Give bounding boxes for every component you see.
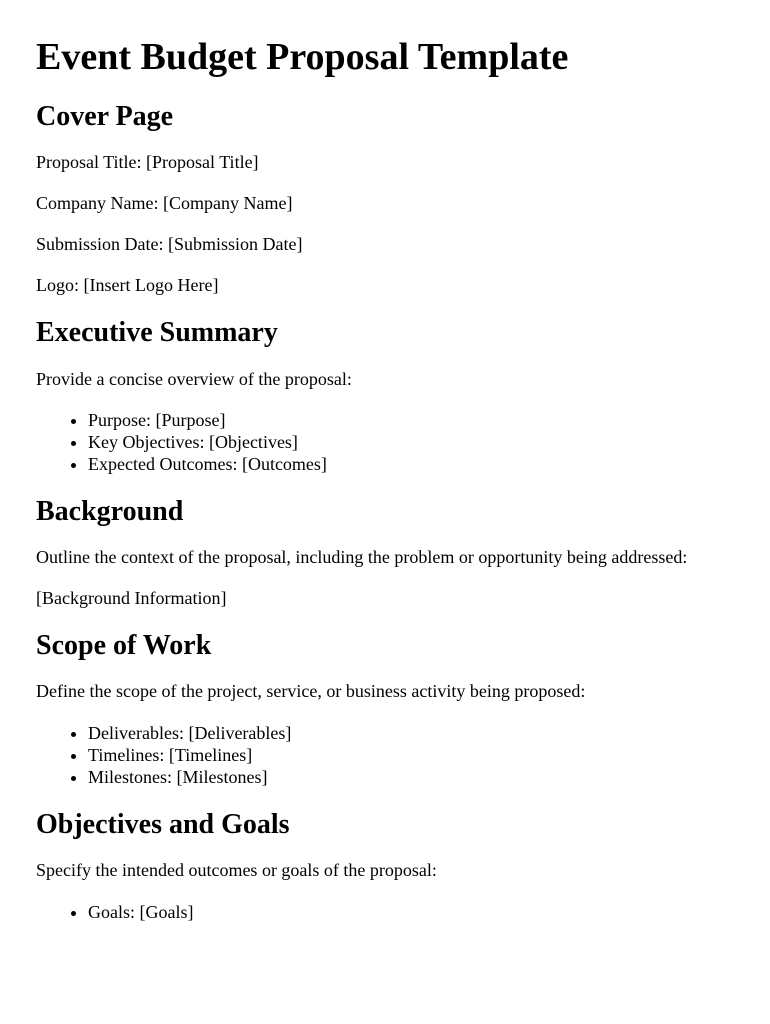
list-item: • Goals: [Goals] (88, 901, 734, 923)
document-title: Event Budget Proposal Template (36, 36, 569, 78)
list-item: • Milestones: [Milestones] (88, 766, 734, 788)
cover-page-heading: Cover Page (36, 101, 174, 132)
objectives-goals-intro: Specify the intended outcomes or goals of the proposal: (36, 860, 437, 880)
background-section (36, 495, 734, 609)
list-item: • Key Objectives: [Objectives] (88, 431, 734, 453)
executive-summary-list (36, 409, 734, 475)
list-item: • Timelines: [Timelines] (88, 744, 734, 766)
executive-summary-section (36, 316, 734, 475)
cover-page-section (36, 100, 734, 296)
executive-summary-heading: Executive Summary (36, 317, 278, 348)
background-info: [Background Information] (36, 588, 227, 608)
company-name-field: Company Name: [Company Name] (36, 193, 293, 213)
list-item: • Deliverables: [Deliverables] (88, 722, 734, 744)
executive-summary-intro: Provide a concise overview of the proposal: (36, 369, 352, 389)
submission-date-field: Submission Date: [Submission Date] (36, 234, 303, 254)
background-heading: Background (36, 496, 184, 527)
list-item: • Expected Outcomes: [Outcomes] (88, 453, 734, 475)
logo-field: Logo: [Insert Logo Here] (36, 275, 219, 295)
scope-of-work-list (36, 722, 734, 788)
scope-of-work-heading: Scope of Work (36, 630, 212, 661)
scope-of-work-section (36, 629, 734, 788)
scope-of-work-intro: Define the scope of the project, service, or business activity being proposed: (36, 681, 586, 701)
proposal-title-field: Proposal Title: [Proposal Title] (36, 152, 259, 172)
background-intro: Outline the context of the proposal, including the problem or opportunity being addressed: (36, 547, 688, 567)
objectives-goals-list (36, 901, 734, 923)
objectives-goals-section (36, 808, 734, 923)
objectives-goals-heading: Objectives and Goals (36, 809, 290, 840)
list-item: • Purpose: [Purpose] (88, 409, 734, 431)
